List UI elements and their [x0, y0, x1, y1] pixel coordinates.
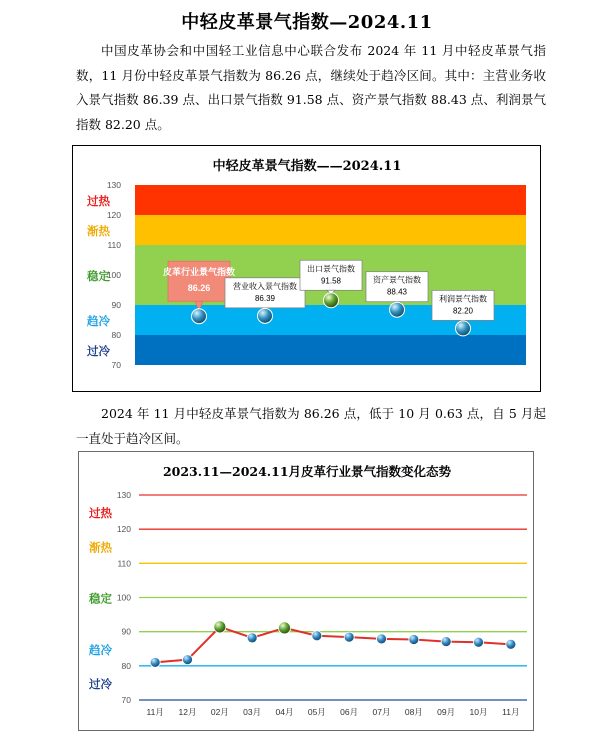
- point-marker: [258, 308, 273, 323]
- zone-label: 过热: [87, 196, 110, 208]
- trend-point: [344, 632, 354, 642]
- chart2-title: 2023.11—2024.11月皮革行业景气指数变化态势: [162, 464, 452, 479]
- point-name-label: 皮革行业景气指数: [162, 267, 236, 278]
- y-tick-label: 100: [106, 270, 121, 280]
- x-tick-label: 12月: [178, 707, 197, 717]
- point-value-label: 86.26: [187, 283, 211, 294]
- point-value-label: 86.39: [254, 293, 276, 303]
- page-title: 中轻皮革景气指数—2024.11: [181, 12, 433, 33]
- y-tick-label: 110: [107, 240, 121, 250]
- y-tick-label: 120: [116, 524, 131, 535]
- x-tick-label: 09月: [437, 707, 456, 717]
- point-value-label: 82.20: [452, 306, 474, 316]
- point-name-label: 营业收入景气指数: [233, 281, 297, 291]
- x-tick-label: 06月: [340, 707, 359, 717]
- zone-label: 过冷: [89, 678, 112, 691]
- zone-label: 渐热: [89, 542, 112, 555]
- zone-label: 过冷: [87, 346, 110, 358]
- y-tick-label: 90: [121, 626, 131, 637]
- y-tick-label: 90: [111, 300, 121, 310]
- trend-point: [150, 657, 160, 667]
- trend-point: [441, 637, 451, 647]
- trend-point: [183, 655, 193, 665]
- point-name-label: 利润景气指数: [439, 294, 487, 304]
- x-tick-label: 08月: [404, 707, 423, 717]
- trend-point: [214, 621, 226, 633]
- intro-paragraph: 中国皮革协会和中国轻工业信息中心联合发布 2024 年 11 月中轻皮革景气指数，11 月份中轻皮革景气指数为 86.26 点，继续处于趋冷区间。其中：主营业务收入景气指数 86.39 点、出口景气指数 91.58 点、资产景气指数 88.43 点、利润景气指数 82.20 点。: [76, 43, 546, 132]
- zone-label: 趋冷: [87, 316, 110, 328]
- point-marker: [192, 309, 207, 324]
- y-tick-label: 70: [121, 695, 131, 705]
- trend-point: [279, 622, 291, 634]
- trend-point: [474, 637, 484, 647]
- y-tick-label: 100: [116, 592, 131, 603]
- x-tick-label: 07月: [372, 707, 391, 717]
- zone-label: 渐热: [87, 226, 110, 238]
- y-tick-label: 70: [111, 360, 121, 370]
- zone-band-1: [135, 215, 526, 245]
- point-name-label: 资产景气指数: [373, 275, 421, 285]
- x-tick-label: 11月: [146, 707, 164, 717]
- point-name-label: 出口景气指数: [307, 264, 355, 274]
- point-value-label: 88.43: [386, 287, 408, 297]
- trend-point: [247, 633, 257, 643]
- x-tick-label: 03月: [243, 707, 262, 717]
- y-tick-label: 80: [121, 660, 131, 671]
- y-tick-label: 110: [117, 558, 131, 569]
- index-zone-chart: [72, 145, 541, 392]
- point-value-label: 91.58: [320, 276, 342, 286]
- y-tick-label: 80: [111, 330, 121, 340]
- trend-point: [312, 631, 322, 641]
- trend-point: [409, 635, 419, 645]
- chart1-title: 中轻皮革景气指数——2024.11: [212, 159, 402, 174]
- zone-label: 过热: [89, 508, 112, 521]
- x-tick-label: 10月: [469, 707, 488, 717]
- y-tick-label: 130: [116, 490, 131, 500]
- point-marker: [324, 293, 339, 308]
- zone-label: 稳定: [89, 593, 112, 606]
- zone-band-4: [135, 335, 526, 365]
- middle-paragraph: 2024 年 11 月中轻皮革景气指数为 86.26 点，低于 10 月 0.63 点，自 5 月起一直处于趋冷区间。: [76, 406, 546, 446]
- y-tick-label: 130: [106, 180, 121, 190]
- zone-label: 稳定: [87, 271, 110, 283]
- x-tick-label: 05月: [307, 707, 326, 717]
- point-marker: [456, 321, 471, 336]
- y-tick-label: 120: [106, 210, 121, 220]
- trend-line-chart: [78, 451, 534, 731]
- trend-point: [377, 634, 387, 644]
- point-marker: [390, 302, 405, 317]
- x-tick-label: 04月: [275, 707, 294, 717]
- zone-band-0: [135, 185, 526, 215]
- zone-label: 趋冷: [89, 644, 112, 657]
- x-tick-label: 11月: [502, 707, 520, 717]
- x-tick-label: 02月: [210, 707, 229, 717]
- trend-point: [506, 639, 516, 649]
